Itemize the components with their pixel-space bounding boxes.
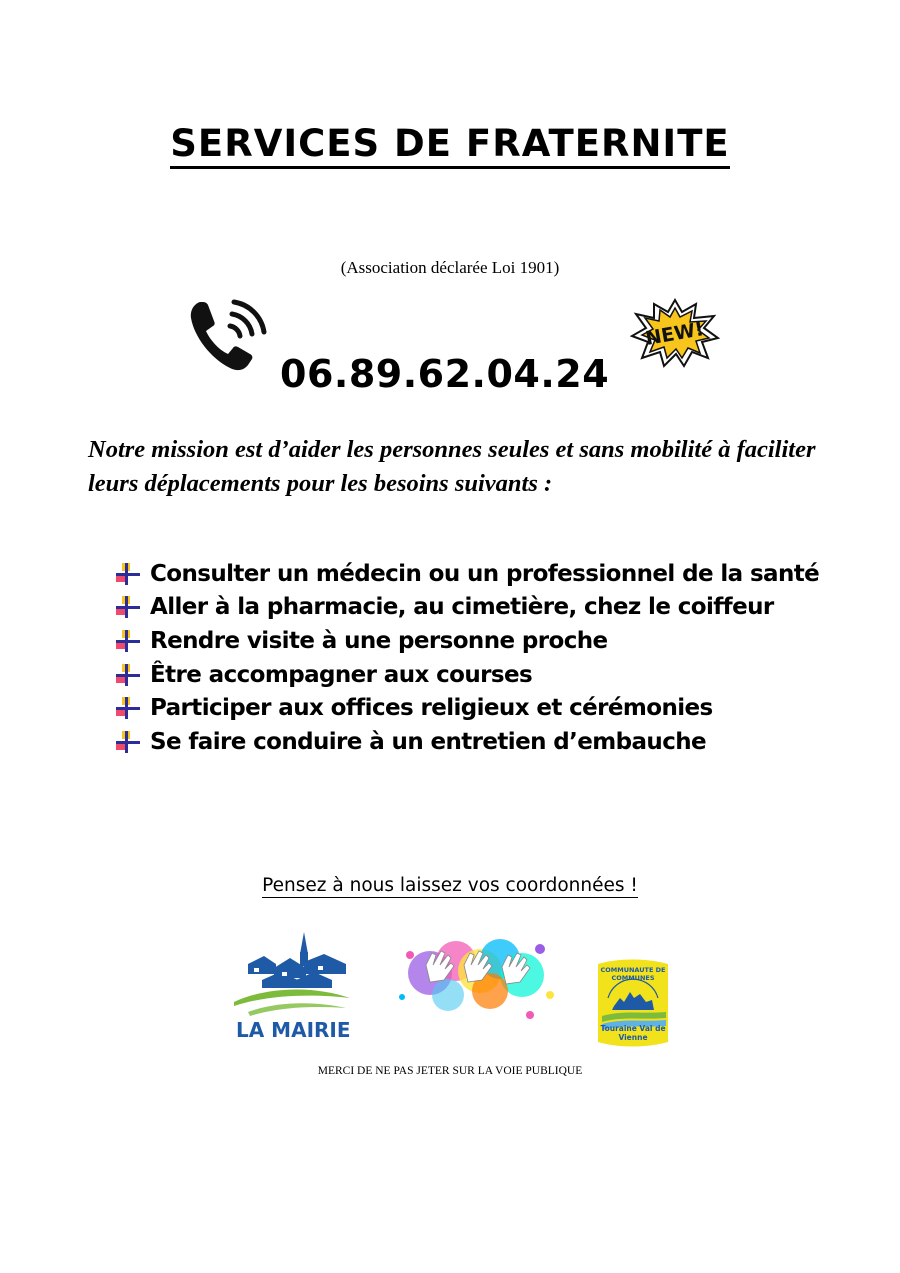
list-item xyxy=(116,691,819,725)
list-item xyxy=(116,624,819,658)
bullet-icon xyxy=(116,697,140,719)
bullet-icon xyxy=(116,596,140,618)
new-badge-text: NEW! xyxy=(643,318,706,350)
mairie-label: LA MAIRIE xyxy=(236,1018,351,1042)
bullet-icon xyxy=(116,664,140,686)
need-text: Participer aux offices religieux et cérémonies xyxy=(150,695,713,722)
communaute-arc-text: COMMUNAUTE DE COMMUNES xyxy=(600,966,666,982)
footer-note: MERCI DE NE PAS JETER SUR LA VOIE PUBLIQUE xyxy=(317,1065,583,1077)
reminder-text: Pensez à nous laissez vos coordonnées ! xyxy=(262,875,638,896)
page-title: SERVICES DE FRATERNITE xyxy=(0,122,900,165)
list-item xyxy=(116,658,819,692)
hands-logo xyxy=(390,925,560,1040)
new-badge-icon xyxy=(630,298,720,368)
needs-list xyxy=(116,557,819,759)
phone-number: 06.89.62.04.24 xyxy=(280,352,610,396)
association-note: (Association déclarée Loi 1901) xyxy=(340,258,560,277)
list-item xyxy=(116,725,819,759)
list-item xyxy=(116,591,819,625)
bullet-icon xyxy=(116,563,140,585)
communaute-name: Touraine Val de Vienne xyxy=(600,1024,666,1042)
need-text: Rendre visite à une personne proche xyxy=(150,627,608,654)
bullet-icon xyxy=(116,731,140,753)
need-text: Être accompagner aux courses xyxy=(150,661,533,688)
bullet-icon xyxy=(116,630,140,652)
phone-icon xyxy=(186,296,268,376)
mission-statement: Notre mission est d’aider les personnes seules et sans mobilité à faciliter leurs déplacements pour les besoins suivants : xyxy=(88,436,816,497)
list-item xyxy=(116,557,819,591)
need-text: Aller à la pharmacie, au cimetière, chez le coiffeur xyxy=(150,594,774,621)
need-text: Consulter un médecin ou un professionnel de la santé xyxy=(150,560,820,587)
communaute-label xyxy=(594,966,672,1042)
need-text: Se faire conduire à un entretien d’embauche xyxy=(150,728,706,755)
